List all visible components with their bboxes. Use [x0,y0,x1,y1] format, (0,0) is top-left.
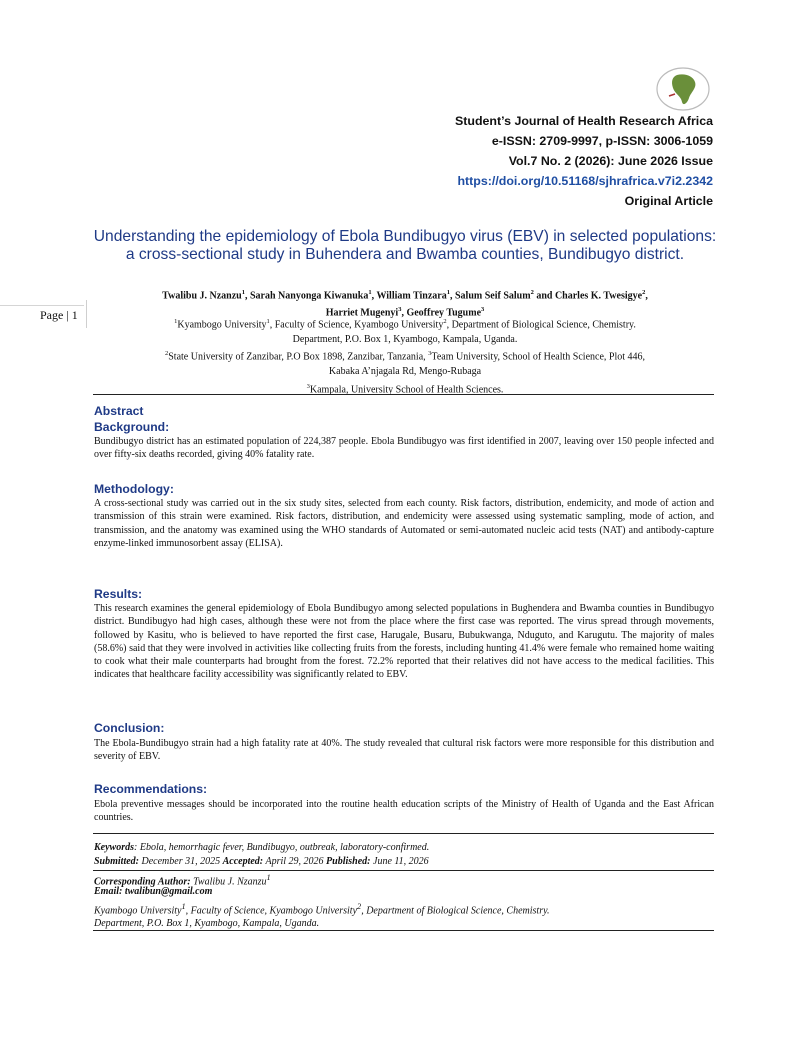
abstract-heading: Abstract [94,404,144,418]
email-link[interactable]: twalibun@gmail.com [124,886,213,897]
author: Harriet Mugenyi [325,307,399,319]
journal-name: Student’s Journal of Health Research Africa [455,114,713,128]
author: Geoffrey Tugume [406,307,482,319]
meta-top-rule [93,833,714,834]
article-type: Original Article [624,194,713,208]
page-label-divider [86,300,87,328]
journal-issn: e-ISSN: 2709-9997, p-ISSN: 3006-1059 [491,134,713,148]
affiliations: $^1$Kyambogo University$^1$, Faculty of Science, Kyambogo University$^2$, Department of Biological Science, Chemistry. Department, P.O. Box 1, Kyambogo, Kampala, Uganda. $^2$State University of Zanzibar, P.O Box 1898, Zanzibar, Tanzania, $^3$Team University, School of Health Science, Plot 446, Kabaka A’njagala Rd, Mengo-Rubaga $^3$Kampala, University School of Health Sciences. [164,318,646,395]
results-heading: Results: [94,587,143,601]
keywords: Keywords: Ebola, hemorrhagic fever, Bundibugyo, outbreak, laboratory-confirmed. [94,842,430,853]
author: Charles K. Twesigye [554,290,643,302]
conclusion-heading: Conclusion: [94,721,165,735]
conclusion-text: The Ebola-Bundibugyo strain had a high fatality rate at 40%. The study revealed that cultural risk factors were more responsible for this distribution and severity of EBV. [94,738,714,763]
journal-logo [655,66,711,112]
author: Twalibu J. Nzanzu [162,290,242,302]
page-label-rule [0,305,84,306]
author: Salum Seif Salum [454,290,531,302]
corresponding-author: Corresponding Author: Twalibu J. Nzanzu$^1$ [94,873,271,888]
methodology-text: A cross-sectional study was carried out in the six study sites, selected from each county. Risk factors, distribution, endemicity, and mode of action and transmission of this strain were examined. Risk factors, distribution, and endemicity were assessed using systematic sampling, mode of action, and transmission, and the anatomy was examined using the WHO standards of Automated or semi-automated nucleic acid tests (NAT) and antibody-capture enzyme-linked immunosorbent assay (ELISA). [94,498,714,549]
abstract-top-rule [93,394,714,395]
author: Sarah Nanyonga Kiwanuka [249,290,369,302]
email: Email: twalibun@gmail.com [94,886,213,897]
meta-bottom-rule [93,930,714,931]
journal-volume: Vol.7 No. 2 (2026): June 2026 Issue [508,154,713,168]
dates: Submitted: December 31, 2025 Accepted: April 29, 2026 Published: June 11, 2026 [94,856,429,867]
doi-link[interactable]: https://doi.org/10.51168/sjhrafrica.v7i2.2342 [457,174,713,188]
background-text: Bundibugyo district has an estimated population of 224,387 people. Ebola Bundibugyo was first identified in 2007, leaving over 150 people infected and over fifty-six deaths recorded, giving 40% fatality rate. [94,436,714,461]
author-list: Twalibu J. Nzanzu$^1$, Sarah Nanyonga Kiwanuka$^1$, William Tinzara$^1$, Salum Seif Salum$^2$ and Charles K. Twesigye$^2$, Harriet Mugenyi$^3$, Geoffrey Tugume$^3$ [162,289,648,319]
corresponding-affiliation: Kyambogo University$^1$, Faculty of Science, Kyambogo University$^2$, Department of Biological Science, Chemistry. Department, P.O. Box 1, Kyambogo, Kampala, Uganda. [94,902,550,930]
page-label: Page | 1 [40,308,78,322]
background-heading: Background: [94,420,170,434]
article-title: Understanding the epidemiology of Ebola Bundibugyo virus (EBV) in selected populations: a cross-sectional study in Buhendera and Bwamba counties, Bundibugyo district. [93,228,717,263]
results-text: This research examines the general epidemiology of Ebola Bundibugyo among selected populations in Bughendera and Bwamba counties in Bundibugyo district. Bundibugyo had high cases, although these were not from the place where the first case was reported. The virus spread through movements, followed by Kasitu, who is believed to have reported the first case, Harugale, Busaru, Bubukwanga, Nduguto, and Karugutu. The majority of males (58.6%) said that they were involved in activities like collecting fruits from the forests, including hunting 41.4% were female who remained home waiting to cook what their male counterparts had brought from the forest. 72.2% reported that their relatives did not have access to the medical facilities. This indicates that healthcare facility accessibility was significantly related to EBV. [94,603,714,681]
author: William Tinzara [376,290,447,302]
recommendations-text: Ebola preventive messages should be incorporated into the routine health education scripts of the Ministry of Health of Uganda and the East African countries. [94,799,714,824]
methodology-heading: Methodology: [94,482,174,496]
recommendations-heading: Recommendations: [94,782,208,796]
